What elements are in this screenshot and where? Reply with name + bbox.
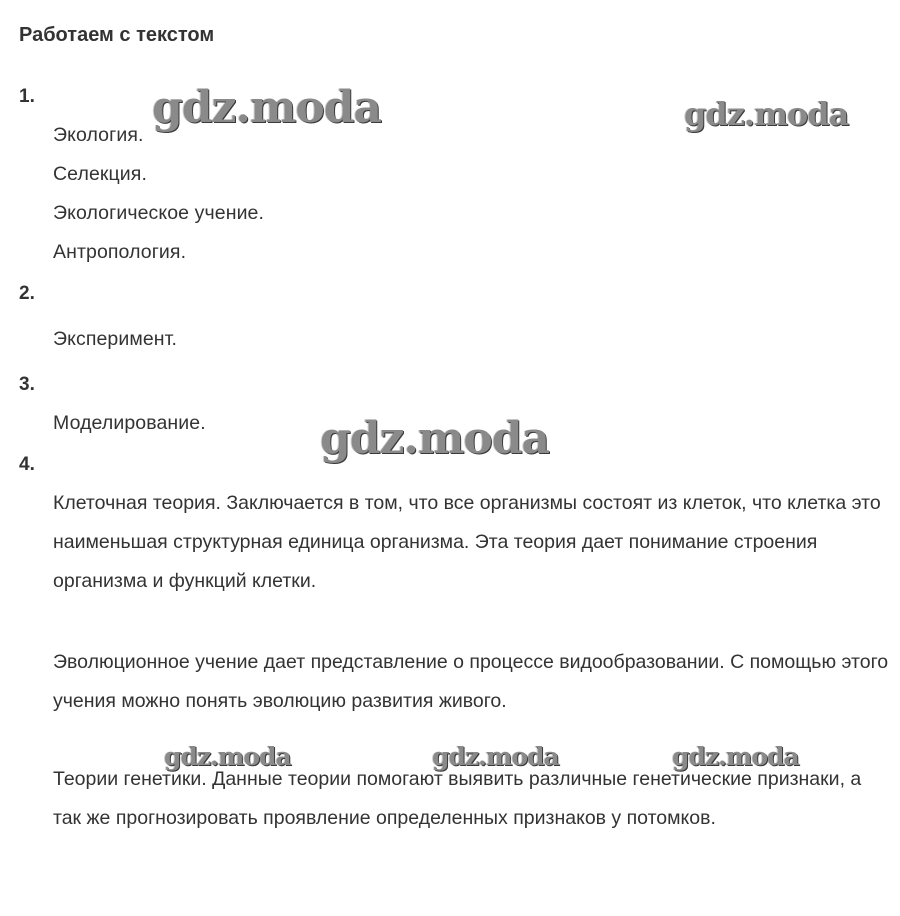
page-heading: Работаем с текстом bbox=[19, 24, 215, 46]
answer-number-3: 3. bbox=[19, 374, 35, 395]
watermark-logo: gdz.moda bbox=[432, 742, 559, 771]
answer-1-line-1: Экология. bbox=[53, 124, 144, 146]
answer-1-line-4: Антропология. bbox=[53, 241, 187, 263]
answer-2-line-1: Эксперимент. bbox=[53, 328, 178, 350]
watermark-logo: gdz.moda bbox=[320, 413, 550, 464]
answer-number-4: 4. bbox=[19, 454, 35, 475]
answer-4-paragraph-3: Теории генетики. Данные теории помогают выявить различные генетические признаки, а так же прогнозировать проявление определенных признаков у потомков. bbox=[53, 768, 862, 829]
watermark-logo: gdz.moda bbox=[152, 82, 382, 133]
answer-number-2: 2. bbox=[19, 283, 35, 304]
watermark-logo: gdz.moda bbox=[684, 95, 849, 133]
answer-4-paragraph-1: Клеточная теория. Заключается в том, что все организмы состоят из клеток, что клетка это наименьшая структурная единица организма. Эта теория дает понимание строения организма и функций клетки. bbox=[53, 492, 881, 592]
answer-3-line-1: Моделирование. bbox=[53, 412, 206, 434]
watermark-logo: gdz.moda bbox=[164, 742, 291, 771]
watermark-logo: gdz.moda bbox=[672, 742, 799, 771]
answer-1-line-3: Экологическое учение. bbox=[53, 202, 265, 224]
answer-number-1: 1. bbox=[19, 86, 35, 107]
answer-4-paragraph-2: Эволюционное учение дает представление о процессе видообразовании. С помощью этого учения можно понять эволюцию развития живого. bbox=[53, 651, 889, 712]
answer-1-line-2: Селекция. bbox=[53, 163, 147, 185]
